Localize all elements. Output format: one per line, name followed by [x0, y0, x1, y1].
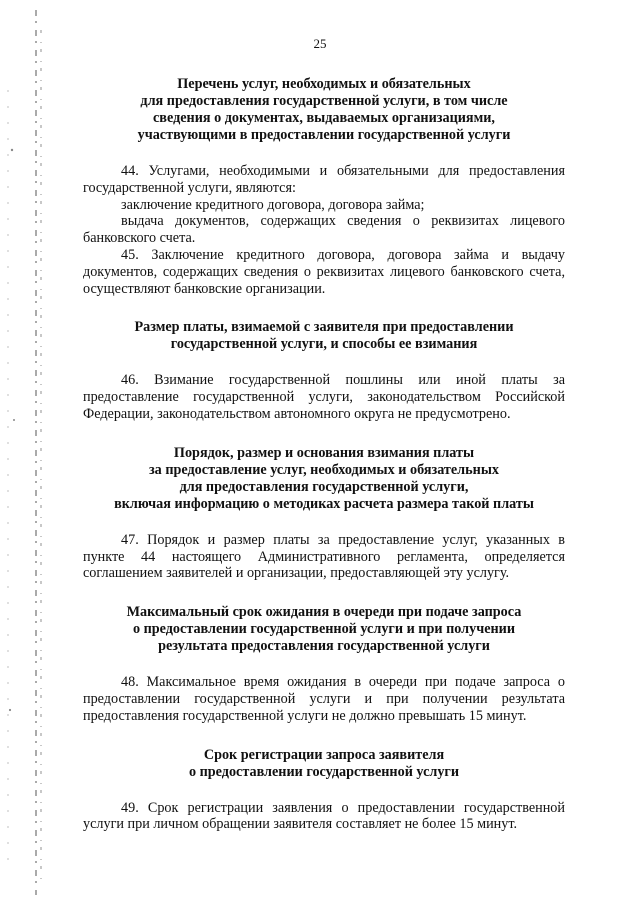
- paragraph-44: 44. Услугами, необходимыми и обязательными для предоставления государственной услуги, являются:: [83, 163, 565, 196]
- heading-line: Срок регистрации запроса заявителя: [203, 746, 445, 763]
- document-body: [83, 76, 565, 833]
- heading-line: для предоставления государственной услуги,: [179, 478, 469, 495]
- heading-line: участвующими в предоставлении государственной услуги: [137, 127, 511, 143]
- section-heading-queue-time: [83, 604, 565, 655]
- paragraph-47: 47. Порядок и размер платы за предоставление услуг, указанных в пункте 44 настоящего Административного регламента, определяется соглашением заявителей и организации, предоставляющей эту услугу.: [83, 531, 565, 582]
- section-heading-registration-time: [83, 747, 565, 781]
- section-heading-fee-procedure: [83, 445, 565, 513]
- heading-line: результата предоставления государственной услуги: [158, 638, 490, 655]
- heading-line: включая информацию о методиках расчета размера такой платы: [114, 495, 534, 512]
- heading-line: Размер платы, взимаемой с заявителя при предоставлении: [134, 319, 514, 336]
- section-heading-fee-size: [83, 319, 565, 353]
- paragraph-44-item-1: заключение кредитного договора, договора займа;: [121, 196, 425, 213]
- heading-line: для предоставления государственной услуги, в том числе: [140, 93, 508, 109]
- section-heading-services-list: [83, 76, 565, 144]
- paragraph-45: 45. Заключение кредитного договора, договора займа и выдачу документов, содержащих сведения о реквизитах лицевого банковского счета, осуществляют банковские организации.: [83, 246, 565, 297]
- page-number: 25: [313, 36, 327, 51]
- heading-line: о предоставлении государственной услуги и при получении: [132, 621, 516, 638]
- paragraph-49: 49. Срок регистрации заявления о предоставлении государственной услуги при личном обращении заявителя составляет не более 15 минут.: [83, 799, 565, 833]
- scan-binding-marks: [0, 0, 60, 905]
- paragraph-46: 46. Взимание государственной пошлины или иной платы за предоставление государственной услуги, законодательством Российской Федерации, законодательством автономного округа не предусмотрено.: [83, 372, 565, 422]
- heading-line: Максимальный срок ожидания в очереди при подаче запроса: [126, 604, 522, 621]
- heading-line: Порядок, размер и основания взимания платы: [173, 444, 475, 461]
- heading-line: о предоставлении государственной услуги: [188, 763, 460, 780]
- heading-line: государственной услуги, и способы ее взимания: [170, 336, 478, 353]
- paragraph-48: 48. Максимальное время ожидания в очереди при подаче запроса о предоставлении государственной услуги и при получении результата предоставления государственной услуги не должно превышать 15 минут.: [83, 674, 565, 724]
- paragraph-44-item-2: выдача документов, содержащих сведения о реквизитах лицевого банковского счета.: [83, 213, 565, 247]
- heading-line: Перечень услуг, необходимых и обязательных: [177, 76, 471, 92]
- heading-line: сведения о документах, выдаваемых организациями,: [153, 110, 495, 126]
- heading-line: за предоставление услуг, необходимых и обязательных: [148, 461, 499, 478]
